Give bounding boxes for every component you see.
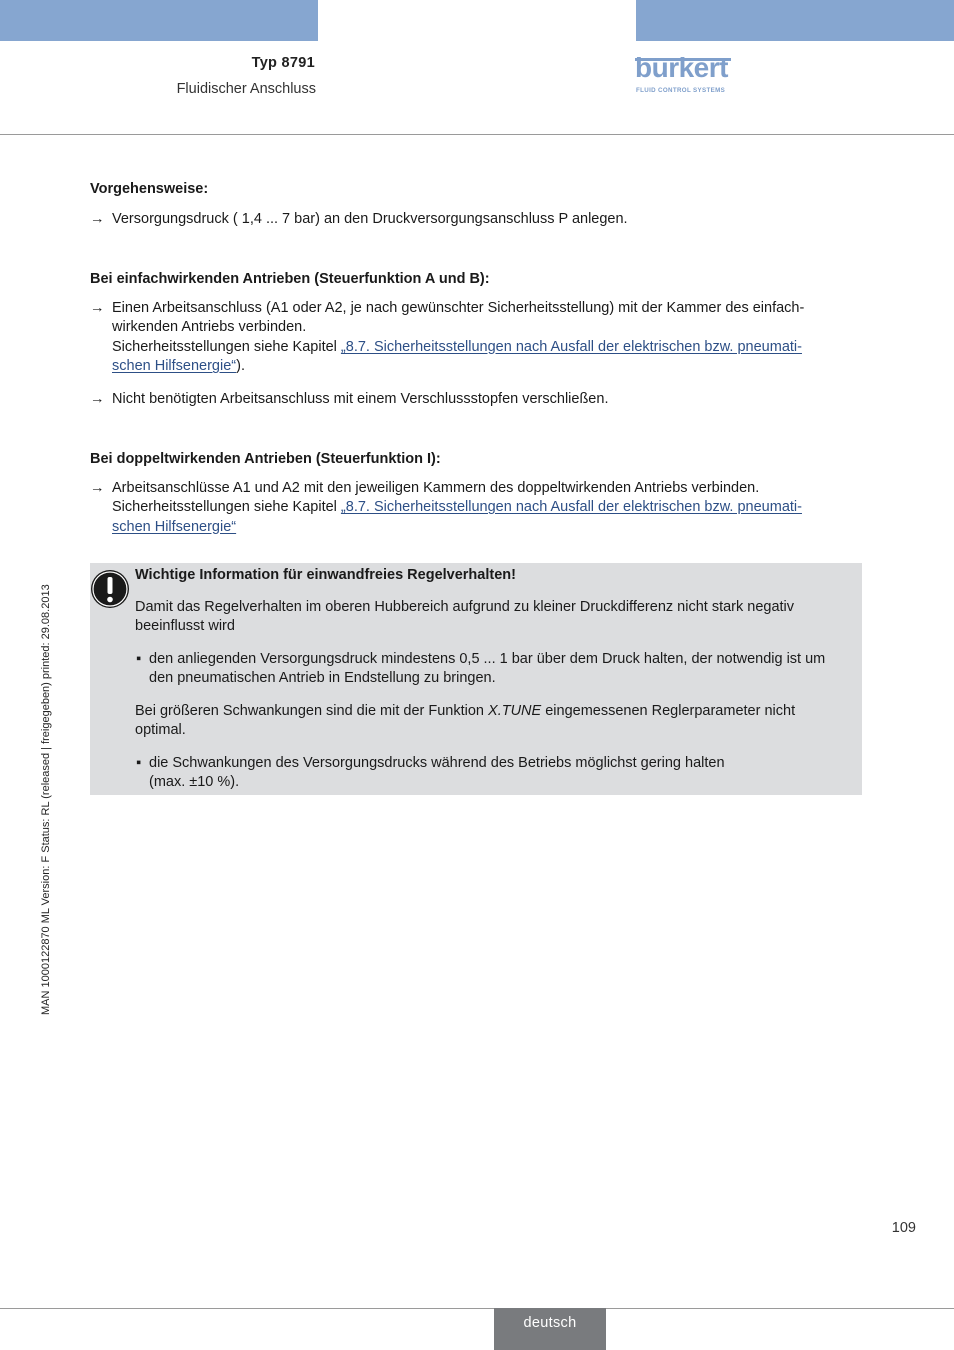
step-reference <box>112 338 862 358</box>
single-acting-step-1 <box>90 299 862 377</box>
single-acting-step-2 <box>90 390 862 410</box>
logo-wordmark: bürkert <box>635 52 728 83</box>
bullet-text: (max. ±10 %). <box>149 774 240 790</box>
double-acting-step-1 <box>90 479 862 538</box>
step-line: Einen Arbeitsanschluss (A1 oder A2, je nach gewünschter Sicherheitsstellung) mit der Kammer des einfach- <box>112 299 805 316</box>
chapter-title: Fluidischer Anschluss <box>176 81 316 97</box>
footer-divider <box>0 1308 954 1309</box>
step-reference <box>112 498 862 518</box>
important-note-box <box>90 563 862 795</box>
burkert-logo <box>635 52 735 98</box>
procedure-step <box>90 210 862 230</box>
language-tab: deutsch <box>494 1308 606 1350</box>
procedure-heading: Vorgehensweise: <box>90 181 209 197</box>
function-name: X.TUNE <box>488 702 542 719</box>
note-body <box>135 566 847 793</box>
reference-prefix: Sicherheitsstellungen siehe Kapitel <box>112 499 341 515</box>
logo-tagline: FLUID CONTROL SYSTEMS <box>636 87 726 94</box>
note-title: Wichtige Information für einwandfreies Regelverhalten! <box>135 567 516 583</box>
page-number: 109 <box>891 1220 916 1236</box>
chapter-8-7-link-cont[interactable]: schen Hilfsenergie“ <box>112 358 237 374</box>
chapter-8-7-link-cont[interactable]: schen Hilfsenergie“ <box>112 518 237 535</box>
reference-prefix: Sicherheitsstellungen siehe Kapitel <box>112 338 341 355</box>
arrow-right-icon: → <box>90 390 105 407</box>
arrow-right-icon: → <box>90 299 105 316</box>
document-metadata-sidebar: MAN 1000122870 ML Version: F Status: RL (released | freigegeben) printed: 29.08.2013 <box>40 584 52 1015</box>
note-paragraph <box>135 702 847 741</box>
chapter-8-7-link[interactable]: „8.7. Sicherheitsstellungen nach Ausfall der elektrischen bzw. pneumati- <box>340 338 802 355</box>
main-content <box>90 180 862 537</box>
step-reference-cont <box>112 357 862 377</box>
step-line: wirkenden Antriebs verbinden. <box>112 319 307 335</box>
double-acting-heading: Bei doppeltwirkenden Antrieben (Steuerfunktion I): <box>90 451 441 467</box>
paragraph-text: eingemessenen Reglerparameter nicht optimal. <box>135 702 796 738</box>
bullet-text: den anliegenden Versorgungsdruck mindestens 0,5 ... 1 bar über dem Druck halten, der notwendig ist um den pneumatischen Antrieb in Endstellung zu bringen. <box>149 650 826 686</box>
paragraph-text: Bei größeren Schwankungen sind die mit der Funktion <box>135 702 489 719</box>
bullet-icon: ▪ <box>136 650 142 667</box>
step-text: Nicht benötigten Arbeitsanschluss mit einem Verschlussstopfen verschließen. <box>112 390 609 407</box>
note-bullet <box>135 650 847 689</box>
header-accent-bar-left <box>0 0 318 41</box>
exclamation-icon <box>90 569 130 609</box>
note-bullet <box>135 754 847 793</box>
bullet-text: die Schwankungen des Versorgungsdrucks während des Betriebs möglichst gering halten <box>149 754 725 771</box>
arrow-right-icon: → <box>90 210 105 227</box>
note-paragraph: Damit das Regelverhalten im oberen Hubbereich aufgrund zu kleiner Druckdifferenz nicht stark negativ beeinflusst wird <box>135 598 795 634</box>
single-acting-heading: Bei einfachwirkenden Antrieben (Steuerfunktion A und B): <box>90 271 490 287</box>
procedure-step-text: Versorgungsdruck ( 1,4 ... 7 bar) an den Druckversorgungsanschluss P anlegen. <box>112 210 628 227</box>
header-divider <box>0 134 954 135</box>
arrow-right-icon: → <box>90 479 105 496</box>
document-type: Typ 8791 <box>251 55 315 71</box>
reference-suffix: ). <box>236 358 245 374</box>
bullet-icon: ▪ <box>136 754 142 771</box>
chapter-8-7-link[interactable]: „8.7. Sicherheitsstellungen nach Ausfall der elektrischen bzw. pneumati- <box>340 499 802 515</box>
step-line: Arbeitsanschlüsse A1 und A2 mit den jeweiligen Kammern des doppeltwirkenden Antriebs verbinden. <box>112 479 760 496</box>
step-reference-cont <box>112 518 862 538</box>
header-accent-bar-right <box>636 0 954 41</box>
